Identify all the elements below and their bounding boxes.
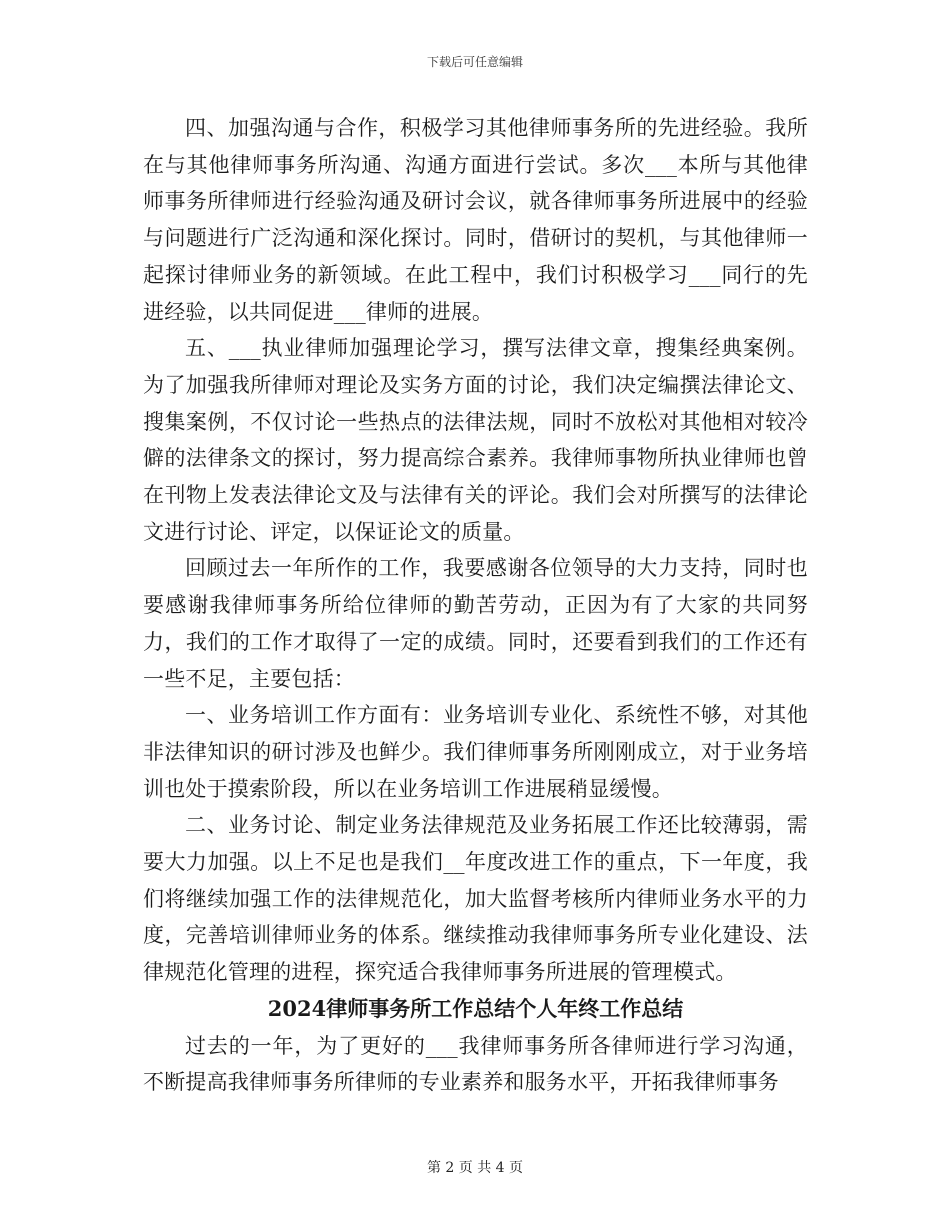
page-number: 第 2 页 共 4 页 bbox=[426, 1160, 524, 1176]
paragraph-shortcoming-training: 一、业务培训工作方面有：业务培训专业化、系统性不够，对其他非法律知识的研讨涉及也鲜少。我们律师事务所刚刚成立，对于业务培训也处于摸索阶段，所以在业务培训工作进展稍显缓慢。 bbox=[143, 703, 808, 801]
page-header-note: 下载后可任意编辑 bbox=[426, 55, 523, 69]
document-body bbox=[143, 110, 808, 1101]
paragraph-closing: 过去的一年，为了更好的___我律师事务所各律师进行学习沟通，不断提高我律师事务所律师的专业素养和服务水平，开拓我律师事务 bbox=[143, 1033, 808, 1095]
paragraph-review: 回顾过去一年所作的工作，我要感谢各位领导的大力支持，同时也要感谢我律师事务所给位律师的勤苦劳动，正因为有了大家的共同努力，我们的工作才取得了一定的成绩。同时，还要看到我们的工作还有一些不足，主要包括： bbox=[143, 556, 808, 691]
paragraph-theory-study: 五、___执业律师加强理论学习，撰写法律文章，搜集经典案例。为了加强我所律师对理论及实务方面的讨论，我们决定编撰法律论文、搜集案例，不仅讨论一些热点的法律法规，同时不放松对其他相对较冷僻的法律条文的探讨，努力提高综合素养。我律师事物所执业律师也曾在刊物上发表法律论文及与法律有关的评论。我们会对所撰写的法律论文进行讨论、评定，以保证论文的质量。 bbox=[143, 336, 808, 544]
paragraph-communication: 四、加强沟通与合作，积极学习其他律师事务所的先进经验。我所在与其他律师事务所沟通、沟通方面进行尝试。多次___本所与其他律师事务所律师进行经验沟通及研讨会议，就各律师事务所进展中的经验与问题进行广泛沟通和深化探讨。同时，借研讨的契机，与其他律师一起探讨律师业务的新领域。在此工程中，我们讨积极学习___同行的先进经验，以共同促进___律师的进展。 bbox=[143, 116, 808, 324]
section-title: 2024律师事务所工作总结个人年终工作总结 bbox=[267, 995, 684, 1021]
paragraph-shortcoming-business: 二、业务讨论、制定业务法律规范及业务拓展工作还比较薄弱，需要大力加强。以上不足也是我们__年度改进工作的重点，下一年度，我们将继续加强工作的法律规范化，加大监督考核所内律师业务水平的力度，完善培训律师业务的体系。继续推动我律师事务所专业化建设、法律规范化管理的进程，探究适合我律师事务所进展的管理模式。 bbox=[143, 813, 808, 985]
